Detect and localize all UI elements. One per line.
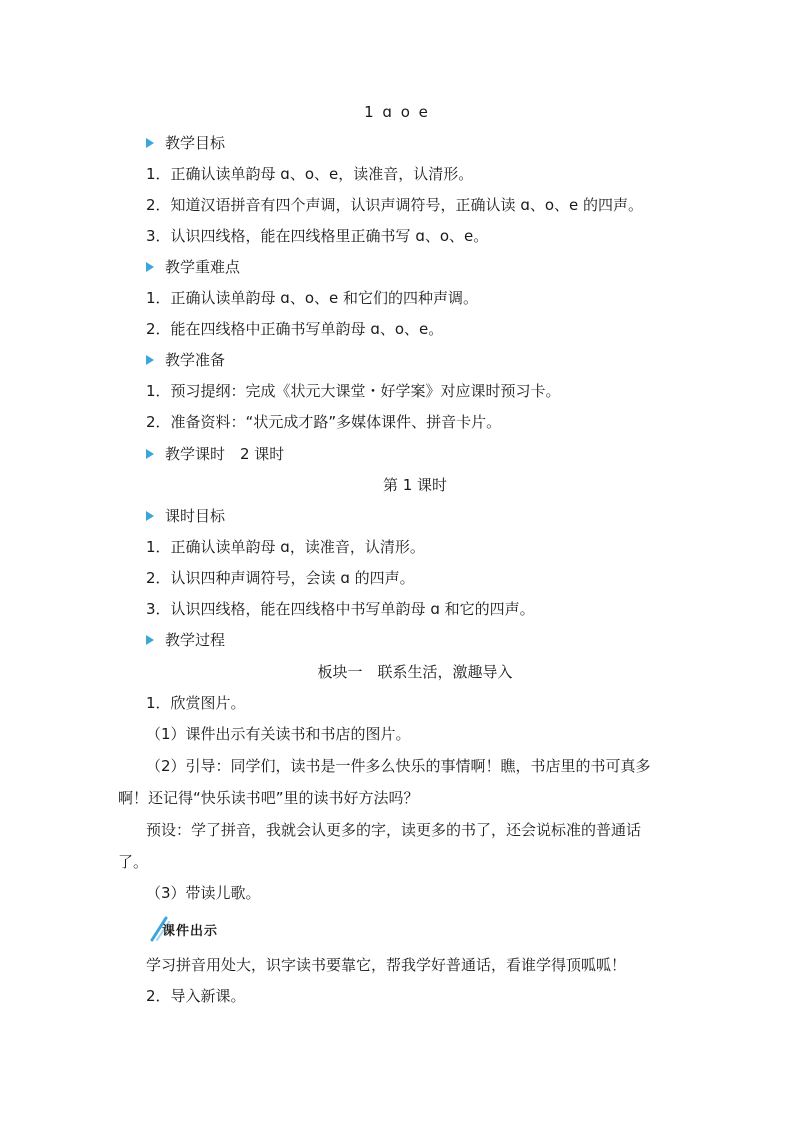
triangle-right-icon [146,262,154,272]
goal-item: 1．正确认读单韵母 ɑ、o、e，读准音，认清形。 [146,165,474,183]
section-heading-process [146,630,225,650]
lesson-goal-item: 3．认识四线格，能在四线格中书写单韵母 ɑ 和它的四声。 [146,600,535,618]
section-heading-hours [146,444,284,464]
step-item: 1．欣赏图片。 [146,694,246,712]
lesson-title: 1 ɑ o e [364,103,430,121]
section-heading-lesson-goals [146,506,225,526]
section-heading-goals [146,133,225,153]
block-title: 板块一 联系生活，激趣导入 [317,663,513,681]
lesson-goal-item: 2．认识四种声调符号，会读 ɑ 的四声。 [146,569,415,587]
key-item: 1．正确认读单韵母 ɑ、o、e 和它们的四种声调。 [146,289,479,307]
heading-text: 教学课时 2 课时 [165,445,285,463]
sub-step-item: （1）课件出示有关读书和书店的图片。 [146,725,411,743]
heading-text: 教学目标 [165,134,226,152]
goal-item: 3．认识四线格，能在四线格里正确书写 ɑ、o、e。 [146,227,489,245]
step-item: 2．导入新课。 [146,987,246,1005]
section-heading-prep [146,350,225,370]
sub-step-item: （2）引导：同学们，读书是一件多么快乐的事情啊！瞧，书店里的书可真多 [146,757,651,775]
heading-text: 课时目标 [165,507,226,525]
triangle-right-icon [146,138,154,148]
triangle-right-icon [146,635,154,645]
preset-continuation: 了。 [118,853,149,871]
goal-item: 2．知道汉语拼音有四个声调，认识声调符号，正确认读 ɑ、o、e 的四声。 [146,196,644,214]
callout-label: 课件出示 [162,924,219,939]
triangle-right-icon [146,355,154,365]
section-heading-key [146,257,240,277]
prep-item: 2．准备资料：“状元成才路”多媒体课件、拼音卡片。 [146,413,502,431]
rhyme-text: 学习拼音用处大，识字读书要靠它，帮我学好普通话，看谁学得顶呱呱！ [146,956,627,974]
lesson-goal-item: 1．正确认读单韵母 ɑ，读准音，认清形。 [146,538,425,556]
prep-item: 1．预习提纲：完成《状元大课堂・好学案》对应课时预习卡。 [146,382,561,400]
triangle-right-icon [146,449,154,459]
heading-text: 教学准备 [165,351,226,369]
heading-text: 教学过程 [165,631,226,649]
lesson-session-title: 第 1 课时 [382,476,448,494]
key-item: 2．能在四线格中正确书写单韵母 ɑ、o、e。 [146,320,444,338]
preset-text: 预设：学了拼音，我就会认更多的字，读更多的书了，还会说标准的普通话 [146,821,642,839]
courseware-callout [148,914,268,942]
heading-text: 教学重难点 [165,258,241,276]
sub-step-continuation: 啊！还记得“快乐读书吧”里的读书好方法吗？ [118,789,419,807]
sub-step-item: （3）带读儿歌。 [146,884,261,902]
triangle-right-icon [146,511,154,521]
